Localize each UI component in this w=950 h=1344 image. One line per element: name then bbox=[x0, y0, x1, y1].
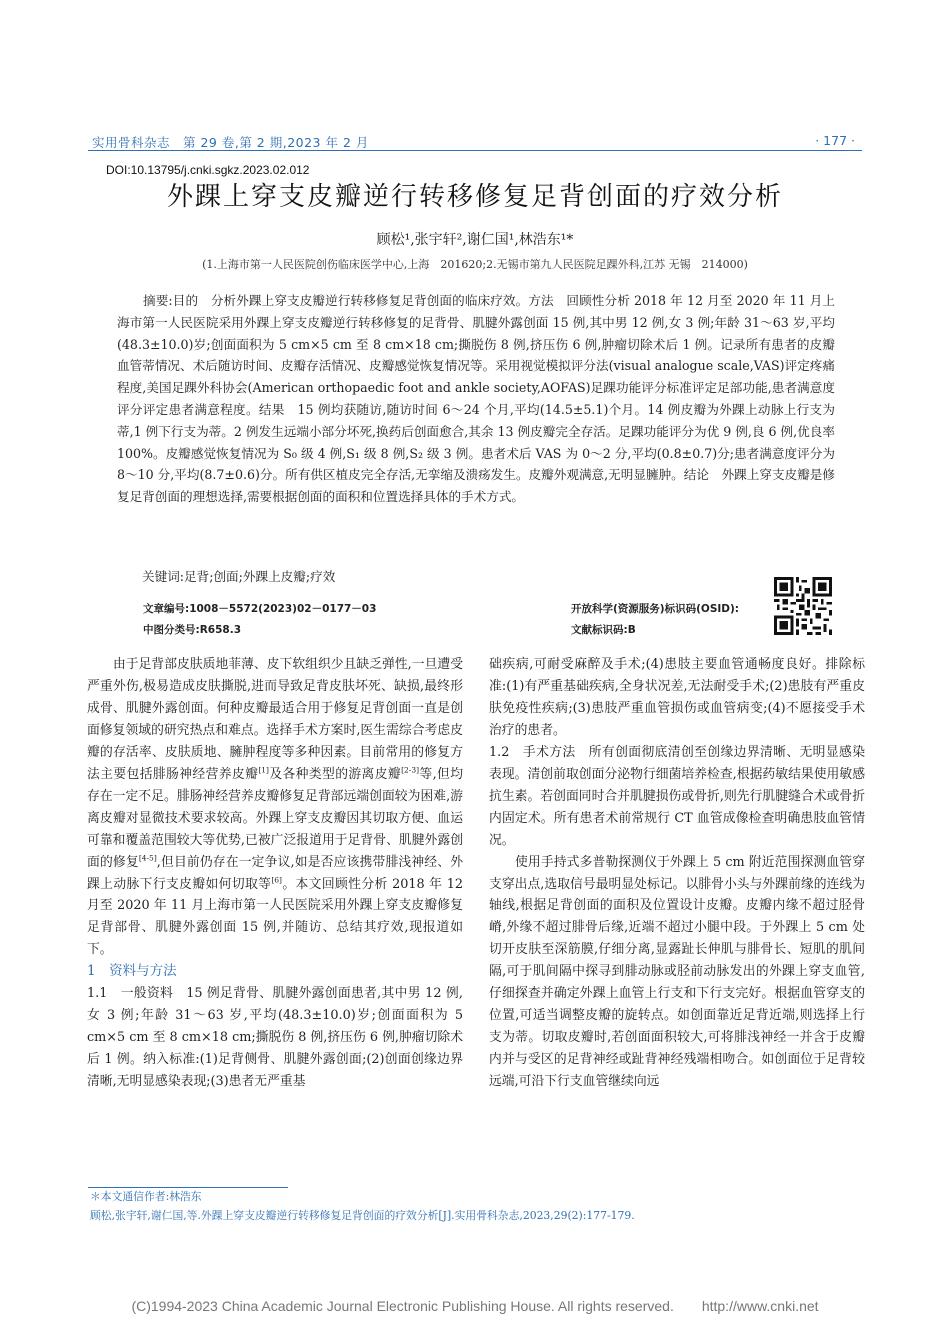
corresponding-author: ＊本文通信作者:林浩东 bbox=[90, 1190, 202, 1203]
flap-design-paragraph: 使用手持式多普勒探测仪于外踝上 5 cm 附近范围探测血管穿支穿出点,选取信号最明显处标记。以腓骨小头与外踝前缘的连线为轴线,根据足背创面的面积及位置设计皮瓣。皮瓣内缘不超过胫骨嵴,外缘不超过腓骨后缘,近端不超过小腿中段。于外踝上 5 cm 处切开皮肤至深筋膜,仔细分离,显露趾长伸肌与腓骨长、短肌的肌间隔,可于肌间隔中探寻到腓动脉或胫前动脉发出的外踝上穿支血管,仔细探查并确定外踝上血管上行支和下行支完好。根据血管穿支的位置,可适当调整皮瓣的旋转点。如创面靠近足背近端,则选择上行支为蒂。切取皮瓣时,若创面面积较大,可将腓浅神经一并含于皮瓣内并与受区的足背神经或趾背神经残端相吻合。如创面位于足背较远端,可沿下行支血管继续向远 bbox=[489, 854, 865, 1090]
affiliations: (1.上海市第一人民医院创伤临床医学中心,上海 201620;2.无锡市第九人民医院足踝外科,江苏 无锡 214000) bbox=[202, 258, 748, 271]
article-number: 文章编号:1008－5572(2023)02－0177－03 bbox=[143, 603, 377, 615]
surgical-method-paragraph: 1.2 手术方法 所有创面彻底清创至创缘边界清晰、无明显感染表现。清创前取创面分泌物行细菌培养检查,根据药敏结果使用敏感抗生素。若创面同时合并肌腱损伤或骨折,则先行肌腱缝合术或骨折内固定术。所有患者术前常规行 CT 血管成像检查明确患肢血管情况。 bbox=[489, 744, 865, 848]
intro-paragraph: 由于足背部皮肤质地菲薄、皮下软组织少且缺乏弹性,一旦遭受严重外伤,极易造成皮肤撕脱,进而导致足背皮肤坏死、缺损,最终形成骨、肌腱外露创面。何种皮瓣最适合用于修复足背创面一直是创面修复领域的研究热点和难点。选择手术方案时,医生需综合考虑皮瓣的存活率、皮肤质地、臃肿程度等多种因素。目前常用的修复方法主要包括腓肠神经营养皮瓣[1]及各种类型的游离皮瓣[2-3]等,但均存在一定不足。腓肠神经营养皮瓣修复足背部远端创面较为困难,游离皮瓣对显微技术要求较高。外踝上穿支皮瓣因其切取方便、血运可靠和覆盖范围较大等优势,已被广泛报道用于足背骨、肌腱外露创面的修复[4-5],但目前仍存在一定争议,如是否应该携带腓浅神经、外踝上动脉下行支皮瓣如何切取等[6]。本文回顾性分析 2018 年 12 月至 2020 年 11 月上海市第一人民医院采用外踝上穿支皮瓣修复足背部骨、肌腱外露创面 15 例,并随访、总结其疗效,现报道如下。 bbox=[87, 657, 464, 958]
section-heading: 1 资料与方法 bbox=[87, 963, 177, 980]
doi-link[interactable]: DOI:10.13795/j.cnki.sgkz.2023.02.012 bbox=[106, 163, 310, 177]
citation-ref[interactable]: [4-5] bbox=[138, 853, 157, 863]
running-header: 实用骨科杂志 第 29 卷,第 2 期,2023 年 2 月 bbox=[92, 135, 369, 150]
citation-ref[interactable]: [1] bbox=[258, 765, 269, 775]
body-right-column bbox=[489, 654, 865, 1093]
citation-line: 顾松,张宇轩,谢仁国,等.外踝上穿支皮瓣逆行转移修复足背创面的疗效分析[J].实用骨科杂志,2023,29(2):177-179. bbox=[90, 1209, 635, 1222]
page-number: · 177 · bbox=[815, 133, 855, 148]
copyright-footer: (C)1994-2023 China Academic Journal Electronic Publishing House. All rights reserved. http://www.cnki.net bbox=[131, 1298, 819, 1314]
header-rule bbox=[88, 150, 862, 151]
citation-ref[interactable]: [2-3] bbox=[401, 765, 420, 775]
qr-code-icon[interactable] bbox=[774, 577, 832, 635]
citation-ref[interactable]: [6] bbox=[271, 875, 282, 885]
author-list: 顾松¹,张宇轩²,谢仁国¹,林浩东¹* bbox=[376, 232, 574, 248]
general-data-paragraph: 1.1 一般资料 15 例足背骨、肌腱外露创面患者,其中男 12 例,女 3 例;年龄 31～63 岁,平均(48.3±10.0)岁;创面面积为 5 cm×5 cm 至 8 cm×18 cm;撕脱伤 8 例,挤压伤 6 例,肿瘤切除术后 1 例。纳入标准:(1)足背侧骨、肌腱外露创面;(2)创面创缘边界清晰,无明显感染表现;(3)患者无严重基 bbox=[87, 986, 463, 1090]
keywords: 关键词:足背;创面;外踝上皮瓣;疗效 bbox=[142, 569, 336, 584]
document-code: 文献标识码:B bbox=[571, 624, 636, 636]
article-title: 外踝上穿支皮瓣逆行转移修复足背创面的疗效分析 bbox=[166, 182, 783, 212]
abstract: 摘要:目的 分析外踝上穿支皮瓣逆行转移修复足背创面的临床疗效。方法 回顾性分析 2018 年 12 月至 2020 年 11 月上海市第一人民医院采用外踝上穿支皮瓣逆行转移修复的足背骨、肌腱外露创面 15 例,其中男 12 例,女 3 例;年龄 31～63 岁,平均(48.3±10.0)岁;创面面积为 5 cm×5 cm 至 8 cm×18 cm;撕脱伤 8 例,挤压伤 6 例,肿瘤切除术后 1 例。记录所有患者的皮瓣血管蒂情况、术后随访时间、皮瓣存活情况、皮瓣感觉恢复情况等。采用视觉模拟评分法(visual analogue scale,VAS)评定疼痛程度,美国足踝外科协会(American orthopaedic foot and ankle society,AOFAS)足踝功能评分标准评定足部功能,患者满意度评分评定患者满意程度。结果 15 例均获随访,随访时间 6～24 个月,平均(14.5±5.1)个月。14 例皮瓣为外踝上动脉上行支为蒂,1 例下行支为蒂。2 例发生远端小部分坏死,换药后创面愈合,其余 13 例皮瓣完全存活。足踝功能评分为优 9 例,良 6 例,优良率 100%。皮瓣感觉恢复情况为 S₀ 级 4 例,S₁ 级 8 例,S₂ 级 3 例。患者术后 VAS 为 0～2 分,平均(0.8±0.7)分;患者满意度评分为 8～10 分,平均(8.7±0.6)分。所有供区植皮完全存活,无挛缩及溃疡发生。皮瓣外观满意,无明显臃肿。结论 外踝上穿支皮瓣是修复足背创面的理想选择,需要根据创面的面积和位置选择具体的手术方式。 bbox=[117, 293, 835, 505]
body-left-column bbox=[87, 654, 463, 1093]
clc-number: 中图分类号:R658.3 bbox=[143, 624, 241, 636]
osid-label: 开放科学(资源服务)标识码(OSID): bbox=[571, 603, 740, 615]
criteria-paragraph: 础疾病,可耐受麻醉及手术;(4)患肢主要血管通畅度良好。排除标准:(1)有严重基础疾病,全身状况差,无法耐受手术;(2)患肢有严重皮肤免疫性疾病;(3)患肢严重血管损伤或血管病变;(4)不愿接受手术治疗的患者。 bbox=[489, 657, 865, 738]
footnote-rule bbox=[88, 1187, 288, 1188]
